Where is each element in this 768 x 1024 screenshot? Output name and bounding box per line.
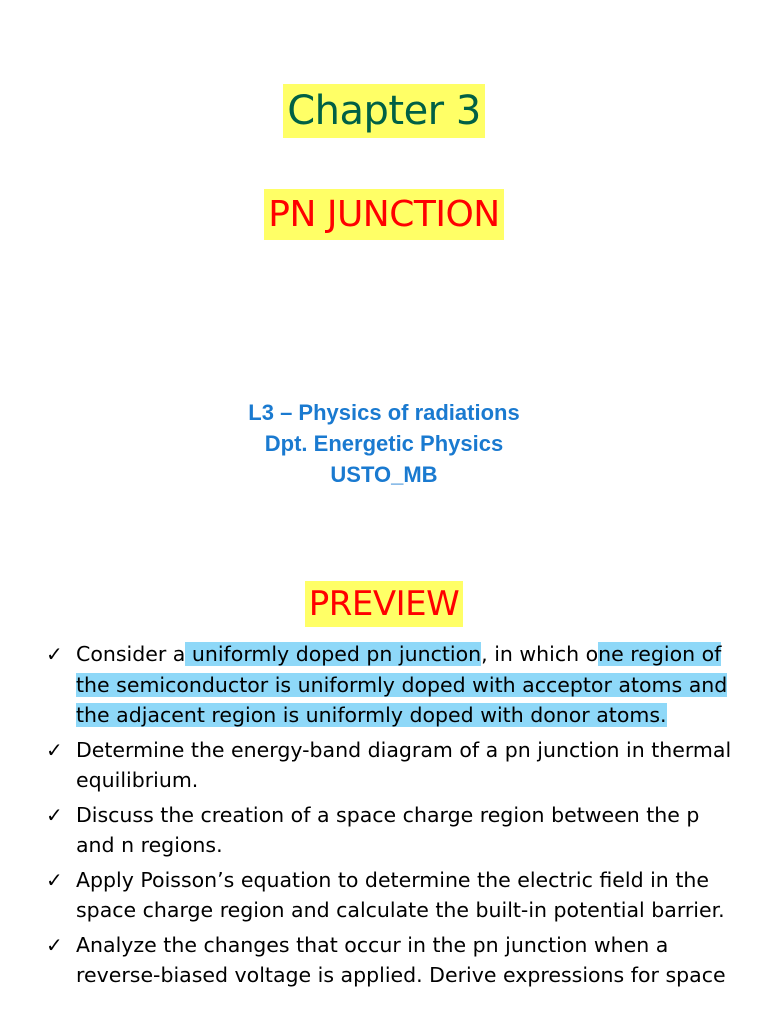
list-item <box>46 930 736 991</box>
topic-title <box>0 194 768 235</box>
check-icon: ✓ <box>46 802 63 827</box>
course-department: Dpt. Energetic Physics <box>264 431 504 456</box>
preview-heading <box>0 584 768 624</box>
check-icon: ✓ <box>46 737 63 762</box>
item-text: Discuss the creation of a space charge region between the p and n regions. <box>76 802 700 857</box>
item-highlight: ne region of the semiconductor is uniformly doped with acceptor atoms and the adjacent region is uniformly doped with donor atoms. <box>76 642 728 727</box>
list-item <box>46 639 736 731</box>
chapter-title <box>0 88 768 134</box>
item-text: Analyze the changes that occur in the pn junction when a reverse-biased voltage is applied. Derive expressions for space <box>76 932 726 987</box>
item-highlight: uniformly doped pn junction <box>185 642 482 666</box>
item-text: Consider a <box>76 642 186 666</box>
course-level: L3 – Physics of radiations <box>248 400 520 425</box>
topic-label: PN JUNCTION <box>264 189 504 240</box>
list-item <box>46 865 736 926</box>
course-institution: USTO_MB <box>330 462 438 487</box>
course-info <box>0 397 768 490</box>
check-icon: ✓ <box>46 932 63 957</box>
objectives-list <box>46 639 736 995</box>
item-text: , in which o <box>481 642 599 666</box>
check-icon: ✓ <box>46 642 63 666</box>
check-icon: ✓ <box>46 867 63 892</box>
chapter-label: Chapter 3 <box>283 84 485 138</box>
list-item <box>46 735 736 796</box>
item-text: Apply Poisson’s equation to determine the electric field in the space charge region and calculate the built-in potential barrier. <box>76 867 725 922</box>
item-text: Determine the energy-band diagram of a pn junction in thermal equilibrium. <box>76 737 732 792</box>
list-item <box>46 800 736 861</box>
preview-label: PREVIEW <box>305 581 464 627</box>
